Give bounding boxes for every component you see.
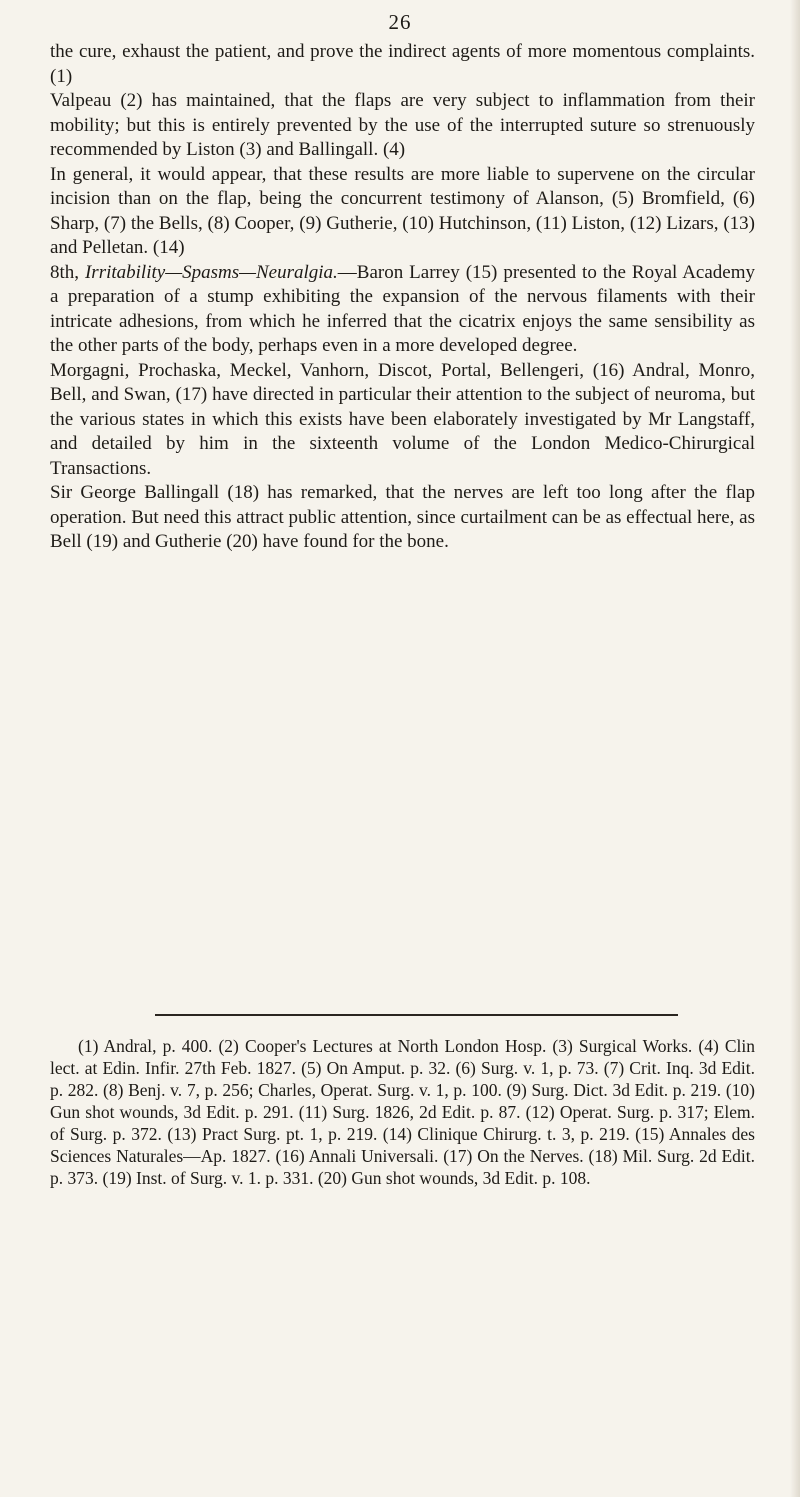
paragraph-ballingall: Sir George Ballingall (18) has remarked, that the nerves are left too long after the flap operation. But need this attract public attention, since curtailment can be as effectual here, as Bell (19) and Gutherie (20) have found for the bone. bbox=[50, 482, 756, 552]
paragraph-cure: the cure, exhaust the patient, and prove the indirect agents of more momentous complaints. (1) bbox=[50, 41, 755, 87]
footnote-divider bbox=[155, 1014, 678, 1016]
paragraph-circular-incision: In general, it would appear, that these results are more liable to supervene on the circular incision than on the flap, being the concurrent testimony of Alanson, (5) Bromfield, (6) Sharp, (7) the Bells, (8) Cooper, (9) Gutherie, (10) Hutchinson, (11) Liston, (12) Lizars, (13) and Pelletan. (14) bbox=[50, 163, 755, 258]
paragraph-valpeau: Valpeau (2) has maintained, that the flaps are very subject to inflammation from their mobility; but this is entirely prevented by the use of the interrupted suture so strenuously recommended by Liston (3) and Ballingall. (4) bbox=[50, 90, 755, 160]
page-edge-shadow bbox=[790, 0, 800, 1497]
body-text bbox=[50, 40, 755, 555]
paragraph-irritability bbox=[50, 261, 755, 359]
section-number: 8th, bbox=[50, 261, 85, 283]
footnotes bbox=[50, 1035, 755, 1189]
footnote-text: (1) Andral, p. 400. (2) Cooper's Lectures at North London Hosp. (3) Surgical Works. (4) Clin lect. at Edin. Infir. 27th Feb. 1827. (5) On Amput. p. 32. (6) Surg. v. 1, p. 73. (7) Crit. Inq. 3d Edit. p. 282. (8) Benj. v. 7, p. 256; Charles, Operat. Surg. v. 1, p. 100. (9) Surg. Dict. 3d Edit. p. 219. (10) Gun shot wounds, 3d Edit. p. 291. (11) Surg. 1826, 2d Edit. p. 87. (12) Operat. Surg. p. 317; Elem. of Surg. p. 372. (13) Pract Surg. pt. 1, p. 219. (14) Clinique Chirurg. t. 3, p. 219. (15) Annales des Sciences Naturales—Ap. 1827. (16) Annali Universali. (17) On the Nerves. (18) Mil. Surg. 2d Edit. p. 373. (19) Inst. of Surg. v. 1. p. 331. (20) Gun shot wounds, 3d Edit. p. 108. bbox=[50, 1036, 755, 1188]
paragraph-neuroma: Morgagni, Prochaska, Meckel, Vanhorn, Discot, Portal, Bellengeri, (16) Andral, Monro, Bell, and Swan, (17) have directed in particular their attention to the subject of neuroma, but the various states in which this exists have been elaborately investigated by Mr Langstaff, and detailed by him in the sixteenth volume of the London Medico-Chirurgical Transactions. bbox=[50, 359, 755, 479]
paragraph-larrey: —Baron Larrey (15) presented to the Royal Academy a preparation of a stump exhibiting the expansion of the nervous filaments with their intricate adhesions, from which he inferred that the cicatrix enjoys the same sensibility as the other parts of the body, perhaps even in a more developed degree. bbox=[50, 261, 755, 356]
section-heading: Irritability—Spasms—Neuralgia. bbox=[84, 261, 338, 283]
page-number: 26 bbox=[388, 10, 412, 34]
